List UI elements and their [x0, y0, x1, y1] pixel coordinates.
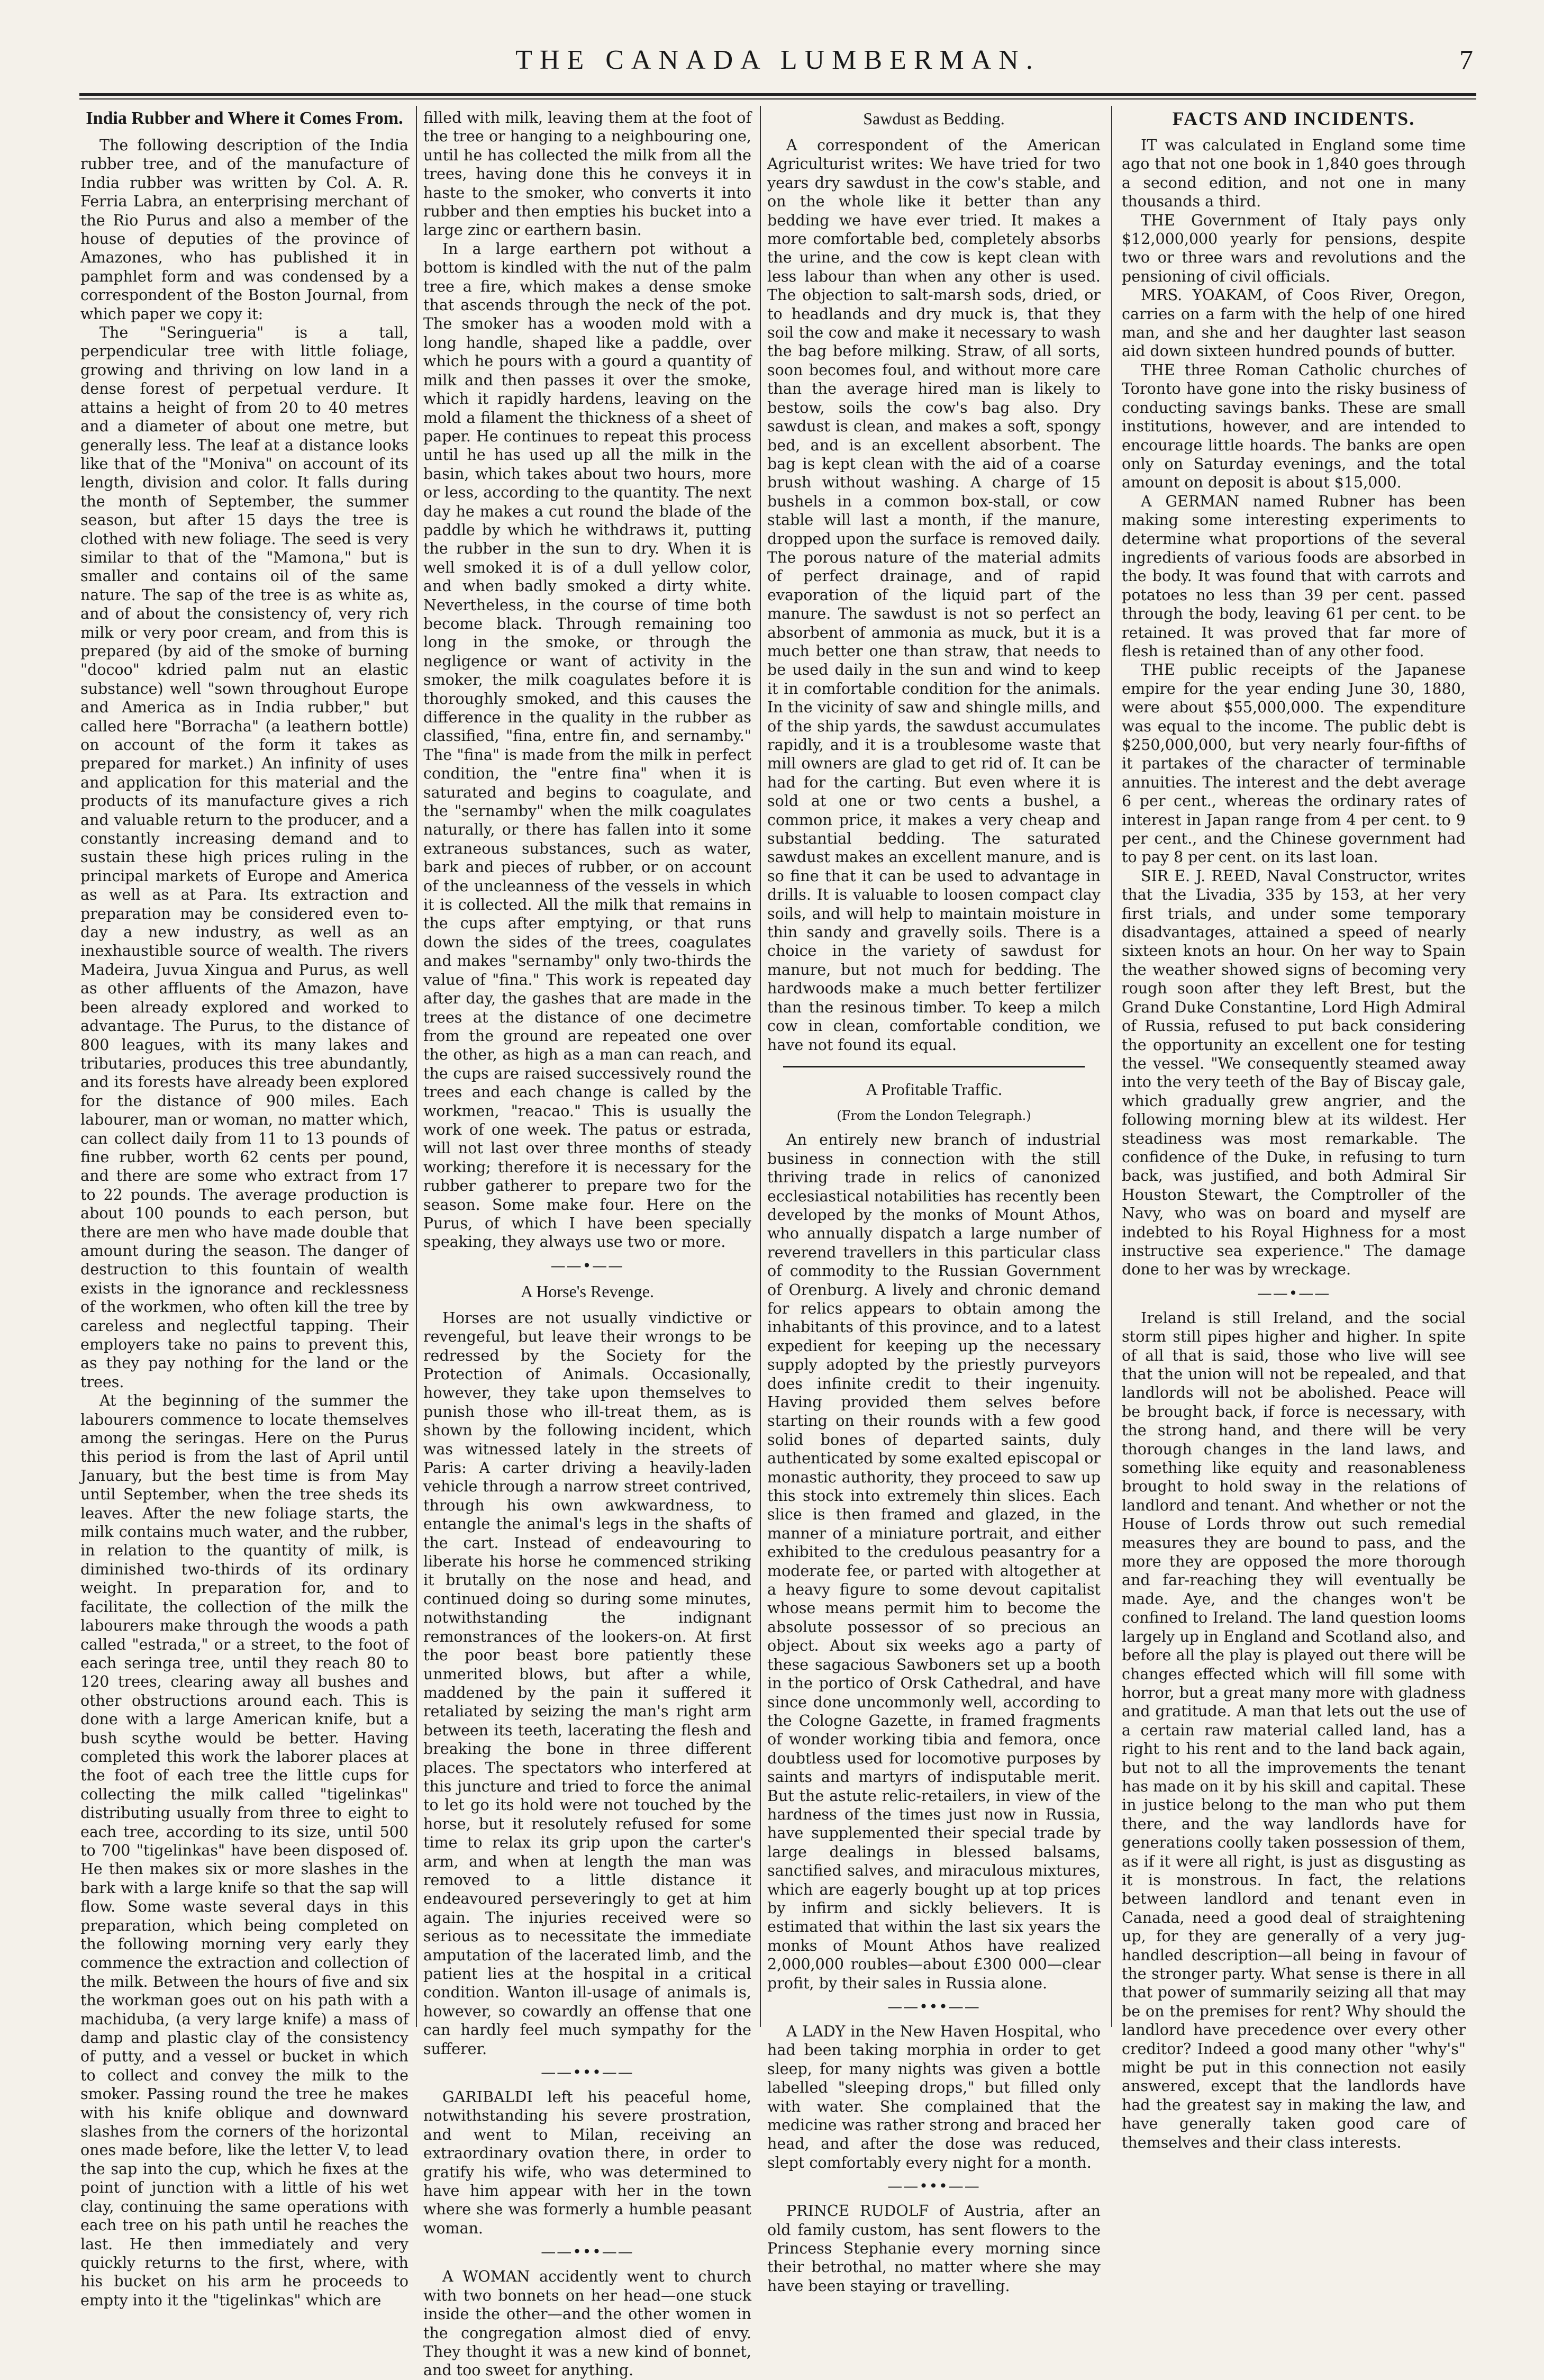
column-divider — [760, 106, 761, 2027]
news-item: THE Government of Italy pays only $12,000,000 yearly for pensions, despite two or three wars and revolutions and the pensioning of civil officials. — [1122, 211, 1466, 285]
news-item-prince: PRINCE RUDOLF of Austria, after an old family custom, has sent flowers to the Princess Stephanie every morning since their betrothal, no matter where she may have been staying or travelling. — [767, 2202, 1101, 2295]
news-item-garibaldi: GARIBALDI left his peaceful home, notwithstanding his severe prostration, and went to Milan, receiving an extraordinary ovation there, in order to gratify his wife, who was determined to have him appear with her in the town where she was formerly a humble peasant woman. — [423, 2088, 751, 2237]
article-paragraph: An entirely new branch of industrial business in connection with the still thriving trade in relics of canonized ecclesiastical notabilities has recently been developed by the monks of Mount Athos, who annually dispatch a large number of reverend travellers in this particular class of commodity to the Russian Government of Orenburg. A lively and chronic demand for relics appears to obtain among the inhabitants of this province, and to a latest expedient for keeping up the necessary supply adopted by the priestly purveyors does infinite credit to their ingenuity. Having provided them selves before starting on their rounds with a few good solid bones of departed saints, duly authenticated by some exalted episcopal or monastic authority, they proceed to saw up this stock into extremely thin slices. Each slice is then framed and glazed, in the manner of a miniature portrait, and either exhibited to the credulous peasantry for a moderate fee, or parted with altogether at a heavy figure to some devout capitalist whose means permit him to become the absolute possessor of so precious an object. About six weeks ago a party of these sagacious Sawboners set up a booth in the portico of Orsk Cathedral, and have since done uncommonly well, according to the Cologne Gazette, in framed fragments of wonder working tibia and femora, once doubtless used for locomotive purposes by saints and martyrs of indisputable merit. But the astute relic-retailers, in view of the hardness of the times just now in Russia, have supplemented their special trade by large dealings in blessed balsams, sanctified salves, and miraculous mixtures, which are eagerly bought up at top prices by infirm and sickly believers. It is estimated that within the last six years the monks of Mount Athos have realized 2,000,000 roubles—about £300 000—clear profit, by their sales in Russia alone. — [767, 1131, 1101, 1992]
column-divider — [416, 106, 417, 2027]
column-4 — [1122, 108, 1466, 2151]
masthead — [79, 37, 1476, 90]
article-paragraph: Horses are not usually vindictive or revengeful, but leave their wrongs to be redressed by the Society for the Protection of Animals. Occasionally, however, they take upon themselves to punish those who ill-treat them, as is shown by the following incident, which was witnessed lately in the streets of Paris: A carter driving a heavily-laden vehicle through a narrow street contrived, through his own awkwardness, to entangle the animal's legs in the shafts of the cart. Instead of endeavouring to liberate his horse he commenced striking it brutally on the nose and head, and continued doing so during some minutes, notwithstanding the indignant remonstrances of the lookers-on. At first the poor beast bore patiently these unmerited blows, but after a while, maddened by the pain it suffered it retaliated by seizing the man's right arm between its teeth, lacerating the flesh and breaking the bone in three different places. The spectators who interfered at this juncture and tried to force the animal to let go its hold were not touched by the horse, but it resolutely refused for some time to relax its grip upon the carter's arm, and when at length the man was removed to a little distance it endeavoured perseveringly to get at him again. The injuries received were so serious as to necessitate the immediate amputation of the lacerated limb, and the patient lies at the hospital in a critical condition. Wanton ill-usage of animals is, however, so cowardly an offense that one can hardly feel much sympathy for the sufferer. — [423, 1309, 751, 2058]
article-paragraph: filled with milk, leaving them at the foot of the tree or hanging to a neighbouring one, until he has collected the milk from all the trees, having done this he conveys it in haste to the smoker, who converts it into rubber and then empties his bucket into a large zinc or earthern basin. — [423, 109, 751, 239]
news-item: THE three Roman Catholic churches of Toronto have gone into the risky business of conducting savings banks. These are small institutions, however, and are intended to encourage little hoards. The banks are open only on Saturday evenings, and the total amount on deposit is about $15,000. — [1122, 361, 1466, 492]
article-paragraph: In a large earthern pot without a bottom is kindled with the nut of the palm tree a fire, which makes a dense smoke that ascends through the neck of the pot. The smoker has a wooden mold with a long handle, shaped like a paddle, over which he pours with a gourd a quantity of milk and then passes it over the smoke, which it rapidly hardens, leaving on the mold a filament the thickness of a sheet of paper. He continues to repeat this process until he has used up all the milk in the basin, which takes about two hours, more or less, according to the quantity. The next day he makes a cut round the blade of the paddle by which he withdraws it, putting the rubber in the sun to dry. When it is well smoked it is of a dull yellow color, and when badly smoked a dirty white. Nevertheless, in the course of time both become black. Through remaining too long in the smoke, or through the negligence or want of activity in the smoker, the milk coagulates before it is thoroughly smoked, and this causes the difference in the quality in the rubber as classified, "fina, entre fin, and sernamby." The "fina" is made from the milk in perfect condition, the "entre fina" when it is saturated and begins to coagulate, and the "sernamby" when the milk coagulates naturally, or there has fallen into it some extraneous substances, such as water, bark and pieces of rubber, or on account of the uncleanness of the vessels in which it is collected. All the milk that remains in the cups after emptying, or that runs down the sides of the trees, coagulates and makes "sernamby" only two-thirds the value of "fina." This work is repeated day after day, the gashes that are made in the trees at the distance of one decimetre from the ground are repeated one over the other, as high as a man can reach, and the cups are raised successively round the trees and each change is called by the workmen, "reacao." This is usually the work of one week. The patus or estrada, will not last over three months of steady working; therefore it is necessary for the rubber gatherer to prepare two for the season. Some make four. Here on the Purus, of which I have been specially speaking, they always use two or more. — [423, 240, 751, 1251]
column-2 — [423, 108, 751, 2379]
news-item: MRS. YOAKAM, of Coos River, Oregon, carries on a farm with the help of one hired man, and she and her daughter last season aid down sixteen hundred pounds of butter. — [1122, 286, 1466, 360]
masthead-rule — [79, 93, 1476, 96]
news-item: THE public receipts of the Japanese empire for the year ending June 30, 1880, were about $55,000,000. The expenditure was equal to the income. The public debt is $250,000,000, but very nearly four-fifths of it partakes of the character of terminable annuities. The interest and the debt average 6 per cent., whereas the ordinary rates of interest in Japan range from 4 per cent. to 9 per cent., and the Chinese government had to pay 8 per cent. on its last loan. — [1122, 661, 1466, 866]
column-divider — [1111, 106, 1112, 2027]
news-item-ireland: Ireland is still Ireland, and the social storm still pipes higher and higher. In spite of all that is said, those who live will see that the union will not be repealed, and that landlords will not be abolished. Peace will be brought back, if force is necessary, with the strong hand, and there will be very thorough changes in the land laws, and something like equity and reasonableness brought to hold sway in the relations of landlord and tenant. And whether or not the House of Lords throw out such remedial measures they are bound to pass, and the more they are opposed the more thorough and far-reaching they will eventually be made. Aye, and the changes won't be confined to Ireland. The land question looms largely up in England and Scotland also, and before all the play is played out there will be changes effected which will fill some with horror, but a great many more with gladness and gratitude. A man that lets out the use of a certain raw material called land, has a right to his rent and to the land back again, but not to all the improvements the tenant has made on it by his skill and capital. These in justice belong to the man who put them there, and the way landlords have for generations coolly taken possession of them, as if it were all right, is just as disgusting as it is monstrous. In fact, the relations between landlord and tenant even in Canada, need a good deal of straightening up, for they are generally of a very jug-handled description—all being in favour of the stronger party. What sense is there in all that power of summarily seizing all that may be on the premises for rent? Why should the landlord have precedence over every other creditor? Indeed a good many other "why's" might be put in this connection not easily answered, except that the landlords have had the greatest say in making the law, and have generally taken good care of themselves and their class interests. — [1122, 1309, 1466, 2151]
column-3 — [767, 108, 1101, 2295]
section-separator: ——•••—— — [887, 2177, 980, 2195]
news-item: A GERMAN named Rubner has been making some interesting experiments to determine what proportions of the several ingredients of various foods are absorbed in the body. It was found that with carrots and potatoes no less than 39 per cent. passed through the body, leaving 61 per cent. to be retained. It was proved that far more of flesh is retained than of any other food. — [1122, 492, 1466, 660]
article-paragraph: The "Seringueria" is a tall, perpendicular tree with little foliage, growing and thriving on low land in a dense forest of perpetual verdure. It attains a height of from 20 to 40 metres and a diameter of about one metre, but generally less. The leaf at a distance looks like that of the "Moniva" on account of its length, division and color. It falls during the month of September, the summer season, but after 15 days the tree is clothed with new foliage. The seed is very similar to that of the "Mamona," but is smaller and contains oil of the same nature. The sap of the tree is as white as, and of about the consistency of, very rich milk or very poor cream, and from this is prepared (by aid of the smoke of burning "docoo" kdried palm nut an elastic substance) well "sown throughout Europe and America as in India rubber," but called here "Borracha" (a leathern bottle) on account of the form it takes as prepared for market.) An infinity of uses and application for this material and the products of its manufacture gives a rich and valuable return to the producer, and a constantly increasing demand and to sustain these high prices ruling in the principal markets of Europe and America as well as at Para. Its extraction and preparation may be considered even to-day a new industry, as well as an inexhaustible source of wealth. The rivers Madeira, Juvua Xingua and Purus, as well as other affluents of the Amazon, have been already explored and worked to advantage. The Purus, to the distance of 800 leagues, with its many lakes and tributaries, produces this tree abundantly, and its forests have already been explored for the distance of 900 miles. Each labourer, man or woman, no matter which, can collect daily from 11 to 13 pounds of fine rubber, worth 62 cents per pound, and there are some who extract from 17 to 22 pounds. The average production is about 100 pounds to each person, but there are men who have made double that amount during the season. The danger of destruction to this fountain of wealth exists in the ignorance and recklessness of the workmen, who often kill the tree by careless and neglectful tapping. Their employers take no pains to prevent this, as they pay nothing for the land or the trees. — [80, 324, 408, 1391]
section-separator: ——•—— — [550, 1256, 624, 1274]
section-separator: ——•••—— — [541, 2243, 634, 2261]
section-separator — [783, 1066, 1085, 1067]
article-title-horse-revenge: A Horse's Revenge. — [521, 1281, 654, 1301]
article-title-profitable-traffic: A Profitable Traffic. — [865, 1079, 1003, 1099]
masthead-rule-thin — [79, 98, 1476, 99]
news-item-lady: A LADY in the New Haven Hospital, who had been taking morphia in order to get sleep, for many nights was given a bottle labelled "sleeping drops," but filled only with water. She complained that the medicine was rather strong and braced her head, and after the dose was reduced, slept comfortably every night for a month. — [767, 2023, 1101, 2171]
column-1 — [80, 108, 408, 2309]
article-title-sawdust: Sawdust as Bedding. — [863, 109, 1005, 128]
section-separator: ——•••—— — [887, 1998, 980, 2015]
news-item: IT was calculated in England some time ago that not one book in 1,840 goes through a second edition, and not one in many thousands a third. — [1122, 137, 1466, 211]
article-paragraph: The following description of the India rubber tree, and of the manufacture of India rubber was written by Col. A. R. Ferria Labra, an enterprising merchant of the Rio Purus and also a member of the house of deputies of the province of Amazones, who has published it in pamphlet form and was condensed by a correspondent of the Boston Journal, from which paper we copy it: — [80, 137, 408, 323]
article-paragraph: At the beginning of the summer the labourers commence to locate themselves among the seringas. Here on the Purus this period is from the last of April until January, but the best time is from May until September, when the tree sheds its leaves. After the new foliage starts, the milk contains much water, and the rubber, in relation to the quantity of milk, is diminished two-thirds of its ordinary weight. In preparation for, and to facilitate, the collection of the milk the labourers make through the woods a path called "estrada," or a street, to the foot of each seringa tree, until they reach 80 to 120 trees, clearing away all bushes and other obstructions around each. This is done with a large American knife, but a bush scythe would be better. Having completed this work the laborer places at the foot of each tree the little cups for collecting the milk called "tigelinkas" distributing usually from three to eight to each tree, according to its size, until 500 to 700 "tigelinkas" have been disposed of. He then makes six or more slashes in the bark with a large knife so that the sap will flow. Some waste several days in this preparation, which being completed on the following morning very early they commence the extraction and collection of the milk. Between the hours of five and six the workman goes out on his path with a machiduba, (a very large knife) a mass of damp and plastic clay of the consistency of putty, and a vessel or bucket in which to collect and convey the milk to the smoker. Passing round the tree he makes with his knife oblique and downward slashes from the corners of the horizontal ones made before, like the letter V, to lead the sap into the cup, which he fixes at the point of junction with a little of his wet clay, continuing the same operations with each tree on his path until he reaches the last. He then immediately and very quickly returns to the first, where, with his bucket on his arm he proceeds to empty into it the "tigelinkas" which are — [80, 1392, 408, 2309]
section-separator: ——•—— — [1257, 1284, 1331, 1302]
news-item-woman: A WOMAN accidently went to church with two bonnets on her head—one stuck inside the other—and the other women in the congregation almost died of envy. They thought it was a new kind of bonnet, and too sweet for anything. — [423, 2268, 751, 2379]
section-separator: ——•••—— — [541, 2064, 634, 2082]
article-paragraph: A correspondent of the American Agriculturist writes: We have tried for two years dry sawdust in the cow's stable, and on the whole like it better than any bedding we have ever tried. It makes a more comfortable bed, completely absorbs the urine, and the cow is kept clean with less labour than when any other is used. The objection to salt-marsh sods, dried, or to headlands and dry muck is, that they soil the cow and make it necessary to wash the bag before milking. Straw, of all sorts, soon becomes foul, and without more care than the average hired man is likely to bestow, soils the cow's bag also. Dry sawdust is clean, and makes a soft, spongy bed, and is an excellent absorbent. The bag is kept clean with the aid of a coarse brush without washing. A charge of 15 bushels in a common box-stall, or cow stable will last a month, if the manure, dropped upon the surface is removed daily. The porous nature of the material admits of perfect drainage, and of rapid evaporation of the liquid part of the manure. The sawdust is not so perfect an absorbent of ammonia as muck, but it is a much better one than straw, that needs to be used daily in the sun and wind to keep it in comfortable condition for the animals. In the vicinity of saw and shingle mills, and of the ship yards, the sawdust accumulates rapidly, and it is a troublesome waste that mill owners are glad to get rid of. It can be had for the carting. But even where it is sold at one or two cents a bushel, a common price, it makes a very cheap and substantial bedding. The saturated sawdust makes an excellent manure, and is so fine that it can be used to advantage in drills. It is valuable to loosen compact clay soils, and will help to maintain moisture in thin sandy and gravelly soils. There is a choice in the variety of sawdust for manure, but not much for bedding. The hardwoods make a much better fertilizer than the resinous timber. To keep a milch cow in clean, comfortable condition, we have not found its equal. — [767, 137, 1101, 1054]
news-item: SIR E. J. REED, Naval Constructor, writes that the Livadia, 335 by 153, at her very first trials, and under some temporary disadvantages, attained a speed of nearly sixteen knots an hour. On her way to Spain the weather showed signs of becoming very rough soon after they left Brest, but the Grand Duke Constantine, Lord High Admiral of Russia, refused to put back considering the opportunity an excellent one for testing the vessel. "We consequently steamed away into the very teeth of the Bay of Biscay gale, which gradually grew angrier, and the following morning blew at its wildest. Her steadiness was most remarkable. The confidence of the Duke, in refusing to turn back, was justified, and both Admiral Sir Houston Stewart, the Comptroller of the Navy, who was on board and myself are indebted to his Royal Highness for a most instructive sea experience." The damage done to her was by wreckage. — [1122, 867, 1466, 1279]
section-title-facts: FACTS AND INCIDENTS. — [1172, 108, 1415, 129]
article-source: (From the London Telegraph.) — [837, 1108, 1031, 1123]
article-title-india-rubber: India Rubber and Where it Comes From. — [86, 108, 403, 128]
page-number: 7 — [1459, 45, 1473, 75]
newspaper-title: THE CANADA LUMBERMAN. — [515, 45, 1040, 75]
